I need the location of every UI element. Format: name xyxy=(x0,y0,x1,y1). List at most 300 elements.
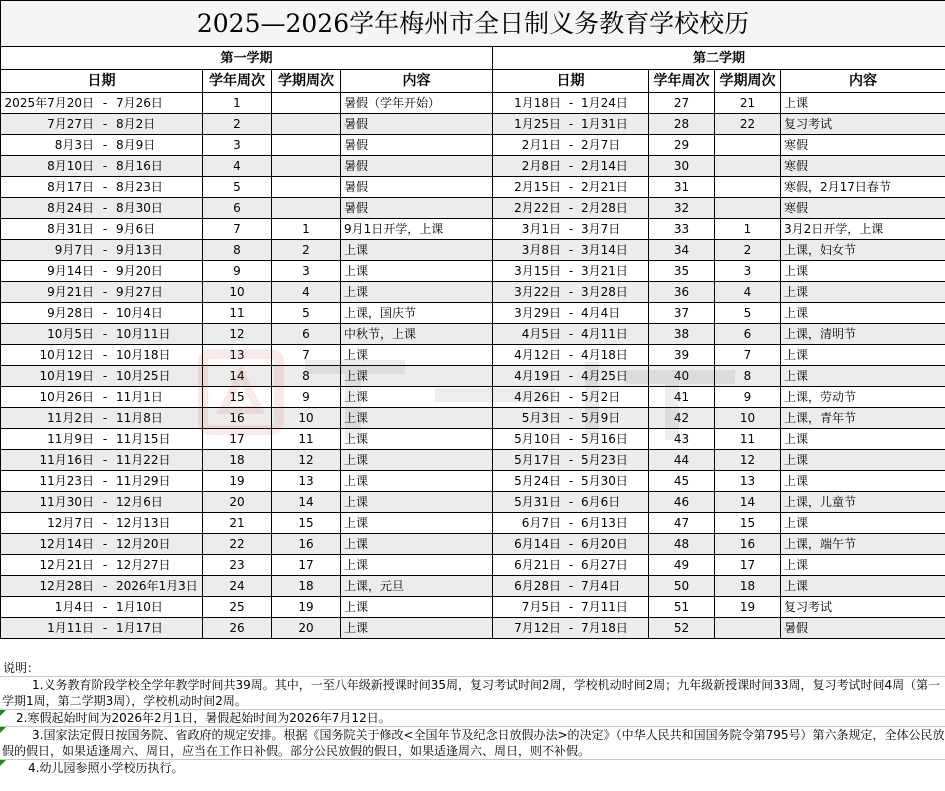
start-date: 9月28日 xyxy=(47,306,94,320)
date-dash: - xyxy=(102,348,108,362)
end-date: 3月14日 xyxy=(581,243,628,257)
table-row xyxy=(1,240,945,261)
content-cell: 上课 xyxy=(781,345,945,366)
date-range xyxy=(1,555,202,575)
date-dash: - xyxy=(568,537,574,551)
start-date: 8月31日 xyxy=(47,222,94,236)
content-cell: 上课，劳动节 xyxy=(781,387,945,408)
date-range xyxy=(1,513,202,533)
year-week-cell: 6 xyxy=(203,198,272,219)
note-item-3 xyxy=(0,726,945,759)
end-date: 11月8日 xyxy=(116,411,163,425)
table-row xyxy=(1,345,945,366)
content-cell: 寒假 xyxy=(781,156,945,177)
start-date: 2月8日 xyxy=(521,159,561,173)
year-week-cell: 35 xyxy=(649,261,715,282)
term-week-cell: 1 xyxy=(715,219,781,240)
date-cell xyxy=(493,450,649,471)
start-date: 10月12日 xyxy=(39,348,94,362)
date-dash: - xyxy=(568,474,574,488)
year-week-cell: 34 xyxy=(649,240,715,261)
date-cell xyxy=(1,513,203,534)
date-range xyxy=(493,114,648,134)
year-week-cell: 25 xyxy=(203,597,272,618)
note-item-2 xyxy=(0,709,945,726)
term-week-cell: 18 xyxy=(715,576,781,597)
term-week-cell: 17 xyxy=(715,555,781,576)
table-row xyxy=(1,576,945,597)
end-date: 4月25日 xyxy=(581,369,628,383)
start-date: 2月22日 xyxy=(514,201,561,215)
year-week-cell: 42 xyxy=(649,408,715,429)
term-week-cell: 16 xyxy=(272,534,341,555)
year-week-cell: 46 xyxy=(649,492,715,513)
date-range xyxy=(493,324,648,344)
date-cell xyxy=(1,219,203,240)
date-range xyxy=(1,408,202,428)
date-cell xyxy=(1,177,203,198)
date-dash: - xyxy=(568,411,574,425)
date-dash: - xyxy=(102,579,108,593)
date-range xyxy=(1,450,202,470)
end-date: 2月28日 xyxy=(581,201,628,215)
content-cell: 上课，青年节 xyxy=(781,408,945,429)
date-dash: - xyxy=(568,495,574,509)
date-dash: - xyxy=(568,600,574,614)
date-cell xyxy=(493,135,649,156)
year-week-cell: 9 xyxy=(203,261,272,282)
term-week-cell: 6 xyxy=(272,324,341,345)
table-row xyxy=(1,555,945,576)
content-cell: 上课 xyxy=(341,597,493,618)
date-dash: - xyxy=(102,117,108,131)
term-week-cell: 3 xyxy=(272,261,341,282)
table-row xyxy=(1,534,945,555)
content-cell: 暑假 xyxy=(341,198,493,219)
end-date: 1月10日 xyxy=(116,600,163,614)
date-dash: - xyxy=(102,180,108,194)
notes-section xyxy=(0,660,945,776)
end-date: 6月13日 xyxy=(581,516,628,530)
header-term-week-1: 学期周次 xyxy=(272,70,341,93)
date-cell xyxy=(1,492,203,513)
start-date: 6月21日 xyxy=(514,558,561,572)
date-range xyxy=(1,93,202,113)
date-range xyxy=(1,345,202,365)
start-date: 4月26日 xyxy=(514,390,561,404)
end-date: 4月18日 xyxy=(581,348,628,362)
date-range xyxy=(493,135,648,155)
year-week-cell: 2 xyxy=(203,114,272,135)
term-week-cell xyxy=(715,198,781,219)
table-row xyxy=(1,471,945,492)
date-dash: - xyxy=(568,432,574,446)
start-date: 4月5日 xyxy=(521,327,561,341)
date-range xyxy=(1,177,202,197)
date-cell xyxy=(493,618,649,639)
date-cell xyxy=(493,219,649,240)
year-week-cell: 50 xyxy=(649,576,715,597)
term-week-cell: 10 xyxy=(272,408,341,429)
content-cell: 上课 xyxy=(781,261,945,282)
year-week-cell: 38 xyxy=(649,324,715,345)
end-date: 5月23日 xyxy=(581,453,628,467)
term-week-cell: 9 xyxy=(272,387,341,408)
date-range xyxy=(493,597,648,617)
content-cell: 上课 xyxy=(781,450,945,471)
content-cell: 上课，元旦 xyxy=(341,576,493,597)
end-date: 5月30日 xyxy=(581,474,628,488)
year-week-cell: 21 xyxy=(203,513,272,534)
date-range xyxy=(1,576,202,596)
date-cell xyxy=(493,93,649,114)
start-date: 5月17日 xyxy=(514,453,561,467)
start-date: 7月27日 xyxy=(47,117,94,131)
date-dash: - xyxy=(102,537,108,551)
term-week-cell: 19 xyxy=(715,597,781,618)
date-cell xyxy=(493,324,649,345)
content-cell: 暑假 xyxy=(341,114,493,135)
content-cell: 上课 xyxy=(341,555,493,576)
semester-1-label: 第一学期 xyxy=(1,47,493,70)
term-week-cell: 6 xyxy=(715,324,781,345)
start-date: 5月10日 xyxy=(514,432,561,446)
date-range xyxy=(1,198,202,218)
date-cell xyxy=(1,114,203,135)
end-date: 7月18日 xyxy=(581,621,628,635)
content-cell: 寒假，2月17日春节 xyxy=(781,177,945,198)
date-range xyxy=(493,450,648,470)
end-date: 7月26日 xyxy=(116,96,163,110)
term-week-cell: 9 xyxy=(715,387,781,408)
comment-marker-icon xyxy=(0,760,6,766)
term-week-cell: 1 xyxy=(272,219,341,240)
end-date: 2月21日 xyxy=(581,180,628,194)
end-date: 8月30日 xyxy=(116,201,163,215)
start-date: 1月25日 xyxy=(514,117,561,131)
end-date: 12月6日 xyxy=(116,495,163,509)
year-week-cell: 5 xyxy=(203,177,272,198)
start-date: 10月19日 xyxy=(39,369,94,383)
year-week-cell: 29 xyxy=(649,135,715,156)
end-date: 3月7日 xyxy=(581,222,621,236)
content-cell: 上课，端午节 xyxy=(781,534,945,555)
start-date: 4月12日 xyxy=(514,348,561,362)
date-range xyxy=(1,135,202,155)
start-date: 1月11日 xyxy=(47,621,94,635)
term-week-cell: 18 xyxy=(272,576,341,597)
table-row xyxy=(1,408,945,429)
date-dash: - xyxy=(102,432,108,446)
year-week-cell: 31 xyxy=(649,177,715,198)
date-cell xyxy=(1,324,203,345)
date-dash: - xyxy=(102,159,108,173)
content-cell: 上课 xyxy=(781,513,945,534)
content-cell: 上课 xyxy=(341,261,493,282)
start-date: 5月24日 xyxy=(514,474,561,488)
content-cell: 上课 xyxy=(781,471,945,492)
date-cell xyxy=(493,114,649,135)
content-cell: 暑假 xyxy=(341,177,493,198)
term-week-cell xyxy=(272,93,341,114)
start-date: 9月14日 xyxy=(47,264,94,278)
start-date: 3月29日 xyxy=(514,306,561,320)
date-range xyxy=(493,345,648,365)
start-date: 2月1日 xyxy=(521,138,561,152)
table-row xyxy=(1,324,945,345)
start-date: 10月26日 xyxy=(39,390,94,404)
date-cell xyxy=(1,471,203,492)
date-range xyxy=(1,387,202,407)
content-cell: 上课 xyxy=(341,408,493,429)
year-week-cell: 12 xyxy=(203,324,272,345)
date-cell xyxy=(1,534,203,555)
date-cell xyxy=(493,177,649,198)
header-year-week-1: 学年周次 xyxy=(203,70,272,93)
note-text-3: 3.国家法定假日按国务院、省政府的规定安排。根据《国务院关于修改<全国年节及纪念日放假办法>的决定》（中华人民共和国国务院令第795号）第六条规定，全体公民放假的假日，如果适逢周六、周日，应当在工作日补假。部分公民放假的假日，如果适逢周六、周日，则不补假。 xyxy=(2,728,945,758)
date-range xyxy=(1,240,202,260)
term-week-cell: 5 xyxy=(715,303,781,324)
date-range xyxy=(493,240,648,260)
content-cell: 上课 xyxy=(341,345,493,366)
year-week-cell: 26 xyxy=(203,618,272,639)
date-range xyxy=(493,576,648,596)
year-week-cell: 40 xyxy=(649,366,715,387)
start-date: 11月9日 xyxy=(47,432,94,446)
content-cell: 上课，妇女节 xyxy=(781,240,945,261)
content-cell: 上课 xyxy=(781,93,945,114)
date-dash: - xyxy=(568,390,574,404)
header-year-week-2: 学年周次 xyxy=(649,70,715,93)
date-dash: - xyxy=(102,201,108,215)
start-date: 6月14日 xyxy=(514,537,561,551)
date-range xyxy=(1,303,202,323)
table-row xyxy=(1,303,945,324)
start-date: 12月28日 xyxy=(39,579,94,593)
year-week-cell: 48 xyxy=(649,534,715,555)
date-dash: - xyxy=(568,222,574,236)
term-week-cell: 20 xyxy=(272,618,341,639)
date-cell xyxy=(1,156,203,177)
table-row xyxy=(1,198,945,219)
date-cell xyxy=(493,555,649,576)
content-cell: 上课，国庆节 xyxy=(341,303,493,324)
header-term-week-2: 学期周次 xyxy=(715,70,781,93)
year-week-cell: 24 xyxy=(203,576,272,597)
year-week-cell: 28 xyxy=(649,114,715,135)
date-range xyxy=(1,492,202,512)
content-cell: 上课 xyxy=(341,513,493,534)
header-content-1: 内容 xyxy=(341,70,493,93)
date-range xyxy=(1,597,202,617)
content-cell: 上课 xyxy=(341,429,493,450)
start-date: 8月24日 xyxy=(47,201,94,215)
year-week-cell: 23 xyxy=(203,555,272,576)
end-date: 9月6日 xyxy=(116,222,156,236)
table-row xyxy=(1,618,945,639)
content-cell: 暑假 xyxy=(341,135,493,156)
end-date: 4月11日 xyxy=(581,327,628,341)
year-week-cell: 47 xyxy=(649,513,715,534)
table-row xyxy=(1,450,945,471)
end-date: 10月4日 xyxy=(116,306,163,320)
date-range xyxy=(493,471,648,491)
year-week-cell: 45 xyxy=(649,471,715,492)
date-cell xyxy=(493,387,649,408)
term-week-cell: 12 xyxy=(272,450,341,471)
date-range xyxy=(1,261,202,281)
note-item-4 xyxy=(0,759,945,776)
date-cell xyxy=(1,303,203,324)
date-cell xyxy=(1,387,203,408)
content-cell: 上课 xyxy=(341,387,493,408)
term-week-cell: 7 xyxy=(272,345,341,366)
year-week-cell: 32 xyxy=(649,198,715,219)
year-week-cell: 10 xyxy=(203,282,272,303)
content-cell: 上课，清明节 xyxy=(781,324,945,345)
content-cell: 上课 xyxy=(341,534,493,555)
content-cell: 上课 xyxy=(781,366,945,387)
table-row xyxy=(1,429,945,450)
content-cell: 寒假 xyxy=(781,135,945,156)
date-dash: - xyxy=(568,159,574,173)
date-range xyxy=(493,513,648,533)
date-dash: - xyxy=(568,516,574,530)
term-week-cell: 2 xyxy=(715,240,781,261)
end-date: 5月16日 xyxy=(581,432,628,446)
date-dash: - xyxy=(102,558,108,572)
term-week-cell: 17 xyxy=(272,555,341,576)
year-week-cell: 30 xyxy=(649,156,715,177)
table-row xyxy=(1,492,945,513)
term-week-cell: 10 xyxy=(715,408,781,429)
date-dash: - xyxy=(568,306,574,320)
date-dash: - xyxy=(102,474,108,488)
term-week-cell: 15 xyxy=(272,513,341,534)
date-range xyxy=(1,534,202,554)
date-dash: - xyxy=(568,180,574,194)
year-week-cell: 1 xyxy=(203,93,272,114)
term-week-cell: 14 xyxy=(715,492,781,513)
note-item-1 xyxy=(0,676,945,709)
term-week-cell: 21 xyxy=(715,93,781,114)
date-cell xyxy=(1,555,203,576)
note-text-1: 1.义务教育阶段学校全学年教学时间共39周。其中，一至八年级新授课时间35周，复习考试时间2周，学校机动时间2周；九年级新授课时间33周，复习考试时间4周（第一学期1周，第二学期3周），学校机动时间2周。 xyxy=(2,678,941,708)
term-week-cell: 14 xyxy=(272,492,341,513)
date-dash: - xyxy=(102,243,108,257)
date-range xyxy=(493,177,648,197)
term-week-cell: 11 xyxy=(715,429,781,450)
date-dash: - xyxy=(568,201,574,215)
end-date: 2026年1月3日 xyxy=(116,579,198,593)
date-cell xyxy=(493,345,649,366)
start-date: 8月3日 xyxy=(54,138,94,152)
date-dash: - xyxy=(568,285,574,299)
date-dash: - xyxy=(568,138,574,152)
term-week-cell: 8 xyxy=(715,366,781,387)
date-range xyxy=(1,471,202,491)
date-cell xyxy=(1,135,203,156)
start-date: 9月21日 xyxy=(47,285,94,299)
date-cell xyxy=(493,576,649,597)
year-week-cell: 49 xyxy=(649,555,715,576)
header-date-1: 日期 xyxy=(1,70,203,93)
end-date: 8月16日 xyxy=(116,159,163,173)
table-row xyxy=(1,387,945,408)
end-date: 11月15日 xyxy=(116,432,171,446)
content-cell: 3月2日开学，上课 xyxy=(781,219,945,240)
year-week-cell: 19 xyxy=(203,471,272,492)
date-dash: - xyxy=(102,369,108,383)
date-range xyxy=(493,408,648,428)
end-date: 9月27日 xyxy=(116,285,163,299)
term-week-cell xyxy=(272,135,341,156)
start-date: 5月31日 xyxy=(514,495,561,509)
date-range xyxy=(493,303,648,323)
table-row xyxy=(1,219,945,240)
year-week-cell: 52 xyxy=(649,618,715,639)
date-range xyxy=(1,324,202,344)
table-row xyxy=(1,597,945,618)
year-week-cell: 33 xyxy=(649,219,715,240)
date-dash: - xyxy=(568,117,574,131)
start-date: 11月16日 xyxy=(39,453,94,467)
year-week-cell: 41 xyxy=(649,387,715,408)
term-week-cell: 2 xyxy=(272,240,341,261)
start-date: 11月23日 xyxy=(39,474,94,488)
end-date: 8月9日 xyxy=(116,138,156,152)
content-cell: 上课 xyxy=(341,618,493,639)
start-date: 3月1日 xyxy=(521,222,561,236)
date-dash: - xyxy=(102,600,108,614)
date-dash: - xyxy=(568,369,574,383)
date-cell xyxy=(1,597,203,618)
end-date: 8月23日 xyxy=(116,180,163,194)
date-range xyxy=(493,492,648,512)
date-cell xyxy=(493,429,649,450)
date-dash: - xyxy=(102,264,108,278)
year-week-cell: 27 xyxy=(649,93,715,114)
date-cell xyxy=(493,513,649,534)
start-date: 4月19日 xyxy=(514,369,561,383)
year-week-cell: 15 xyxy=(203,387,272,408)
content-cell: 复习考试 xyxy=(781,114,945,135)
date-dash: - xyxy=(102,411,108,425)
start-date: 3月22日 xyxy=(514,285,561,299)
date-cell xyxy=(493,198,649,219)
end-date: 12月13日 xyxy=(116,516,171,530)
end-date: 11月29日 xyxy=(116,474,171,488)
end-date: 10月11日 xyxy=(116,327,171,341)
year-week-cell: 37 xyxy=(649,303,715,324)
date-cell xyxy=(1,198,203,219)
date-range xyxy=(493,93,648,113)
table-row xyxy=(1,177,945,198)
year-week-cell: 43 xyxy=(649,429,715,450)
date-range xyxy=(493,156,648,176)
end-date: 10月25日 xyxy=(116,369,171,383)
end-date: 12月20日 xyxy=(116,537,171,551)
term-week-cell: 19 xyxy=(272,597,341,618)
year-week-cell: 3 xyxy=(203,135,272,156)
date-range xyxy=(1,114,202,134)
end-date: 1月17日 xyxy=(116,621,163,635)
date-dash: - xyxy=(102,138,108,152)
start-date: 6月28日 xyxy=(514,579,561,593)
content-cell: 上课 xyxy=(341,450,493,471)
table-row xyxy=(1,156,945,177)
end-date: 7月11日 xyxy=(581,600,628,614)
